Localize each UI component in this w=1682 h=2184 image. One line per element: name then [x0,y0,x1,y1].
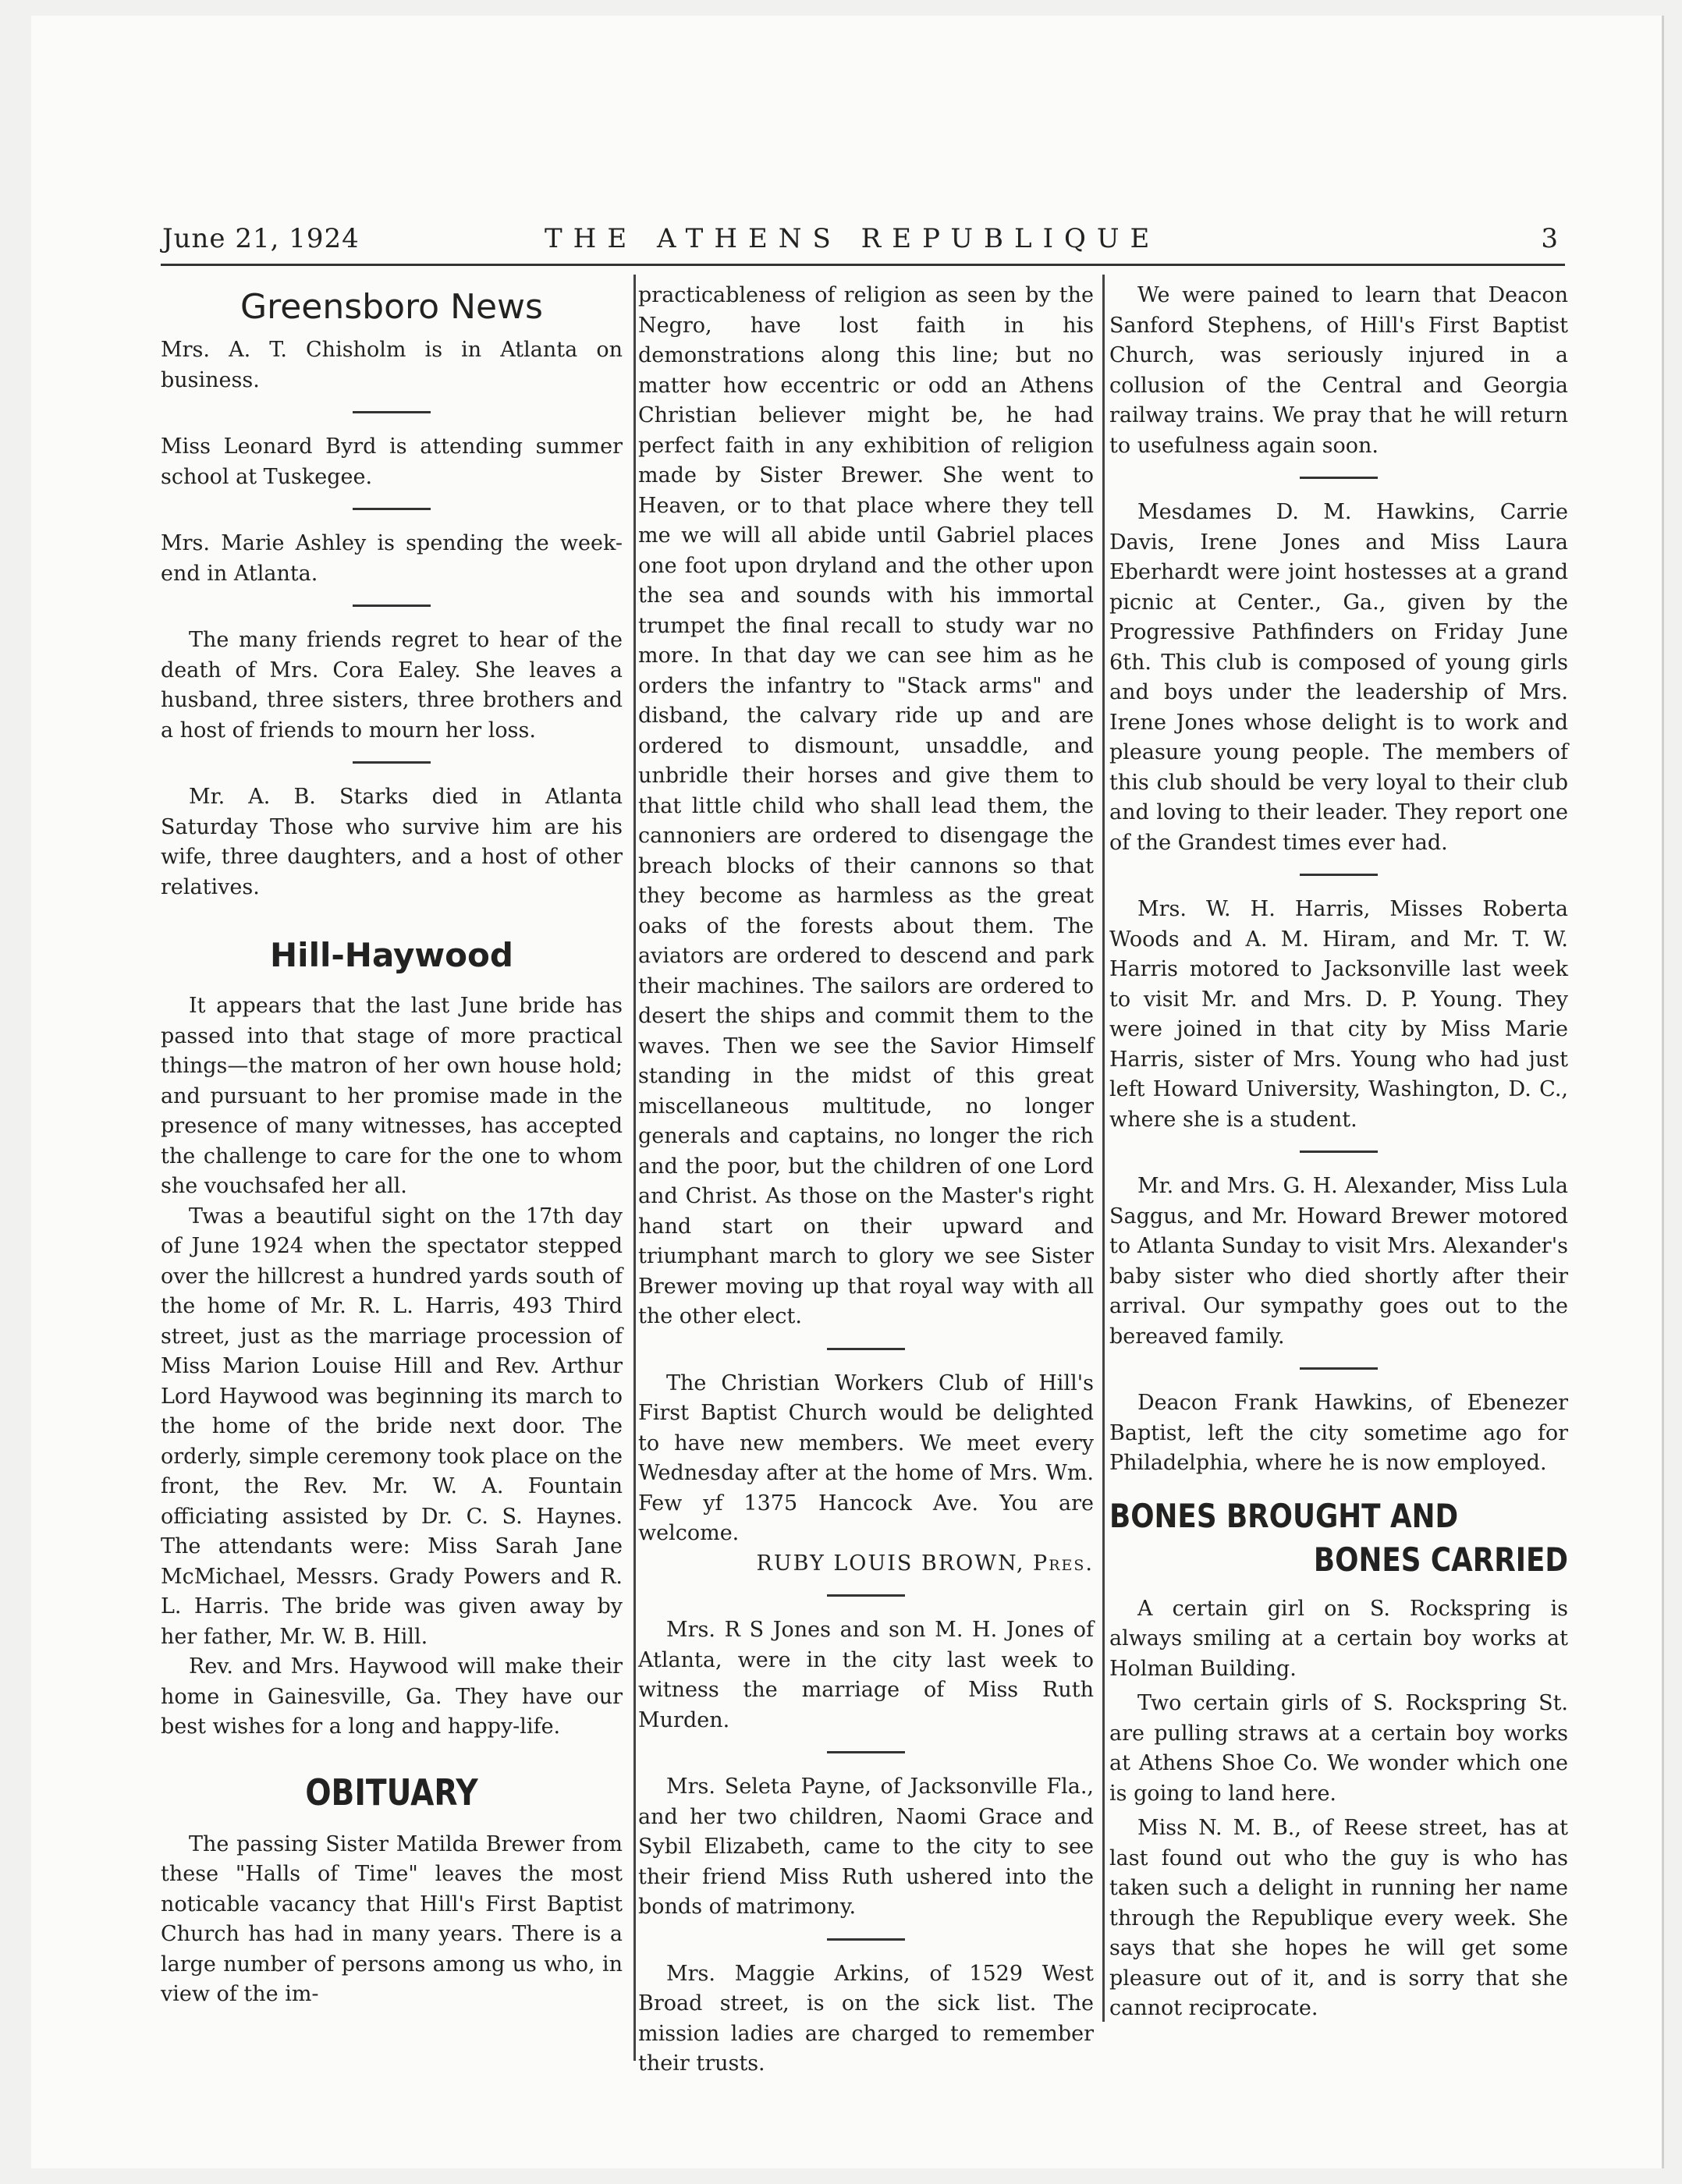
item-separator [1300,477,1378,479]
bones-heading-line-2: BONES CARRIED [1313,1540,1568,1579]
news-item: We were pained to learn that Deacon Sanford Stephens, of Hill's First Baptist Church, was seriously injured in a collusion of the Central and Georgia railway trains. We pray that he will return to usefulness again soon. [1109,283,1568,458]
item-separator [353,411,431,413]
gossip-item: A certain girl on S. Rockspring is always smiling at a certain boy works at Holman Building. [1109,1596,1568,1681]
news-item: Mr. A. B. Starks died in Atlanta Saturday Those who survive him are his wife, three daughters, and a host of other relatives. [161,785,623,899]
bones-heading-line-1: BONES BROUGHT AND [1109,1496,1459,1535]
gossip-item: Two certain girls of S. Rockspring St. are pulling straws at a certain boy works at Athens Shoe Co. We wonder which one is going to land here. [1109,1691,1568,1806]
column-1 [161,281,623,2026]
item-separator [1300,1367,1378,1370]
news-item: Miss Leonard Byrd is attending summer school at Tuskegee. [161,434,623,489]
header-rule [161,264,1565,266]
news-item: Mesdames D. M. Hawkins, Carrie Davis, Irene Jones and Miss Laura Eberhardt were joint hostesses at a grand picnic at Center., Ga., given by the Progressive Pathfinders on Friday June 6th. This club is composed of young girls and boys under the leadership of Mrs. Irene Jones whose delight is to work and pleasure young people. The members of this club should be very loyal to their club and loving to their leader. They report one of the Grandest times ever had. [1109,500,1568,855]
club-notice: The Christian Workers Club of Hill's First Baptist Church would be delighted to have new members. We meet every Wednesday after at the home of Mrs. Wm. Few yf 1375 Hancock Ave. You are welcome. [638,1370,1094,1545]
newspaper-name: THE ATHENS REPUBLIQUE [545,223,1161,254]
news-item: Mr. and Mrs. G. H. Alexander, Miss Lula Saggus, and Mr. Howard Brewer motored to Atlanta Sunday to visit Mrs. Alexander's baby sister who died shortly after their arrival. Our sympathy goes out to the bereaved family. [1109,1174,1568,1349]
running-head [162,223,1559,262]
news-item: The many friends regret to hear of the death of Mrs. Cora Ealey. She leaves a husband, three sisters, three brothers and a host of friends to mourn her loss. [161,628,623,743]
news-item: Mrs. Marie Ashley is spending the week-end in Atlanta. [161,531,623,586]
column-rule-2 [1102,275,1105,2022]
club-signature: RUBY LOUIS BROWN, Pres. [756,1551,1094,1576]
article-paragraph: It appears that the last June bride has passed into that stage of more practical things—the matron of her own house hold; and pursuant to her promise made in the presence of many witnesses, has accepted the challenge to care for the one to whom she vouchsafed her all. [161,994,623,1198]
news-item: Mrs. Seleta Payne, of Jacksonville Fla., and her two children, Naomi Grace and Sybil Elizabeth, came to the city to see their friend Miss Ruth ushered into the bonds of matrimony. [638,1774,1094,1919]
column-rule-1 [633,275,636,2061]
hill-haywood-heading: Hill-Haywood [270,936,513,974]
news-item: Mrs. W. H. Harris, Misses Roberta Woods and A. M. Hiram, and Mr. T. W. Harris motored to Jacksonville last week to visit Mr. and Mrs. D. P. Young. They were joined in that city by Miss Marie Harris, sister of Mrs. Young who had just left Howard University, Washington, D. C., where she is a student. [1109,897,1568,1132]
obituary-continued: practicableness of religion as seen by the Negro, have lost faith in his demonstrations along this line; but no matter how eccentric or odd an Athens Christian believer might be, he had perfect faith in any exhibition of religion made by Sister Brewer. She went to Heaven, or to that place where they tell me we will all abide until Gabriel places one foot upon dryland and the other upon the sea and sounds with his immortal trumpet the final recall to study war no more. In that day we can see him as he orders the infantry to "Stack arms" and disband, the calvary ride up and are ordered to dismount, unsaddle, and unbridle their horses and give them to that little child who shall lead them, the cannoniers are ordered to disengage the breach blocks of their cannons so that they become as harmless as the great oaks of the forests about them. The aviators are ordered to descend and park their machines. The sailors are ordered to desert the ships and commit them to the waves. Then we see the Savior Himself standing in the midst of this great miscellaneous multitude, no longer generals and captains, no longer the rich and the poor, but the children of one Lord and Christ. As those on the Master's right hand start on their upward and triumphant march to glory we see Sister Brewer moving up that royal way with all the other elect. [638,283,1094,1328]
news-item: Deacon Frank Hawkins, of Ebenezer Baptist, left the city sometime ago for Philadelphia, where he is now employed. [1109,1391,1568,1475]
item-separator [1300,874,1378,876]
item-separator [827,1751,905,1753]
obituary-paragraph: The passing Sister Matilda Brewer from these "Halls of Time" leaves the most noticable vacancy that Hill's First Baptist Church has had in many years. There is a large number of persons among us who, in view of the im- [161,1831,623,2006]
greensboro-news-heading: Greensboro News [240,287,543,327]
bones-heading [1109,1494,1568,1582]
item-separator [827,1938,905,1941]
item-separator [353,508,431,510]
issue-date: June 21, 1924 [162,223,360,254]
page-number: 3 [1541,223,1559,254]
item-separator [353,604,431,607]
item-separator [827,1348,905,1350]
item-separator [353,761,431,764]
article-paragraph: Twas a beautiful sight on the 17th day of June 1924 when the spectator stepped over the hillcrest a hundred yards south of the home of Mr. R. L. Harris, 493 Third street, just as the marriage procession of Miss Marion Louise Hill and Rev. Arthur Lord Haywood was beginning its march to the home of the bride next door. The orderly, simple ceremony took place on the front, the Rev. Mr. W. A. Fountain officiating assisted by Dr. C. S. Haynes. The attendants were: Miss Sarah Jane McMichael, Messrs. Grady Powers and R. L. Harris. The bride was given away by her father, Mr. W. B. Hill. [161,1204,623,1649]
item-separator [1300,1150,1378,1153]
column-3 [1109,281,1568,2040]
news-item: Mrs. Maggie Arkins, of 1529 West Broad street, is on the sick list. The mission ladies are charged to remember their trusts. [638,1961,1094,2076]
gossip-item: Miss N. M. B., of Reese street, has at last found out who the guy is who has taken such a delight in running her name through the Republique every week. She says that she hopes he will get some pleasure out of it, and is sorry that she cannot reciprocate. [1109,1816,1568,2020]
column-2 [638,281,1094,2095]
news-item: Mrs. A. T. Chisholm is in Atlanta on business. [161,338,623,392]
item-separator [827,1594,905,1597]
obituary-heading: OBITUARY [305,1771,478,1814]
news-item: Mrs. R S Jones and son M. H. Jones of Atlanta, were in the city last week to witness the marriage of Miss Ruth Murden. [638,1618,1094,1732]
article-paragraph: Rev. and Mrs. Haywood will make their home in Gainesville, Ga. They have our best wishes for a long and happy-life. [161,1654,623,1739]
